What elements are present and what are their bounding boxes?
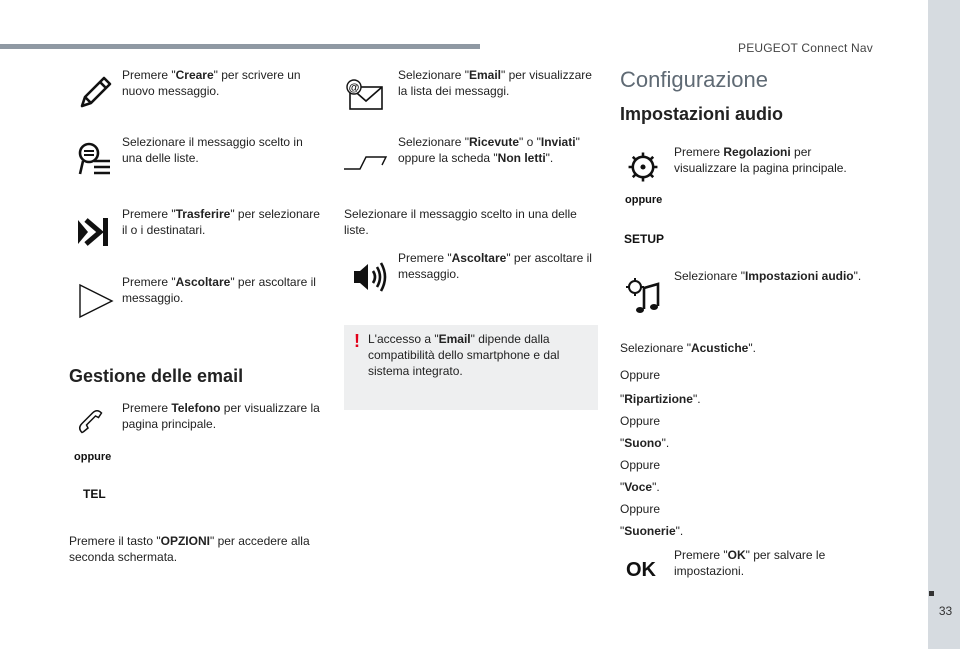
header-rule bbox=[0, 44, 480, 49]
tab-icon bbox=[342, 143, 390, 183]
phone-icon bbox=[76, 407, 106, 437]
audio-settings-item-text: Selezionare "Impostazioni audio". bbox=[674, 269, 862, 283]
listen-item-text: Premere "Ascoltare" per ascoltare il messaggio. bbox=[122, 275, 316, 305]
oppure-label-2: oppure bbox=[625, 194, 663, 206]
acoustics-text: Selezionare "Acustiche". bbox=[620, 341, 756, 355]
create-item-text: Premere "Creare" per scrivere un nuovo messaggio. bbox=[122, 68, 301, 98]
message-list-icon bbox=[74, 139, 114, 179]
phone-item-text: Premere Telefono per visualizzare la pagina principale. bbox=[122, 401, 320, 431]
ok-item-text: Premere "OK" per salvare le impostazioni. bbox=[674, 548, 826, 578]
email-heading: Gestione delle email bbox=[69, 366, 244, 386]
pencil-icon bbox=[76, 73, 116, 113]
warning-text: L'accesso a "Email" dipende dalla compatibilità dello smartphone e dal sistema integrato. bbox=[368, 332, 560, 378]
select-message-text-2: Selezionare il messaggio scelto in una delle liste. bbox=[344, 207, 577, 237]
ok-key-label: OK bbox=[626, 559, 656, 581]
option-item: "Suono". bbox=[620, 436, 670, 450]
listen-item-text-2: Premere "Ascoltare" per ascoltare il messaggio. bbox=[398, 251, 592, 281]
gear-icon bbox=[626, 150, 660, 184]
email-icon bbox=[344, 77, 384, 117]
forward-icon bbox=[74, 212, 114, 252]
option-item: "Ripartizione". bbox=[620, 392, 701, 406]
brand-header: PEUGEOT Connect Nav bbox=[738, 41, 873, 55]
audio-settings-heading: Impostazioni audio bbox=[620, 104, 784, 124]
option-or: Oppure bbox=[620, 414, 661, 428]
play-icon bbox=[76, 281, 116, 321]
option-or: Oppure bbox=[620, 458, 661, 472]
continue-marker bbox=[929, 591, 934, 596]
option-or: Oppure bbox=[620, 502, 661, 516]
settings-item-text: Premere Regolazioni per visualizzare la pagina principale. bbox=[674, 145, 847, 175]
email-item-text: Selezionare "Email" per visualizzare la lista dei messaggi. bbox=[398, 68, 592, 98]
option-item: "Suonerie". bbox=[620, 524, 684, 538]
options-text: Premere il tasto "OPZIONI" per accedere alla seconda schermata. bbox=[69, 534, 310, 564]
select-message-text: Selezionare il messaggio scelto in una delle liste. bbox=[122, 135, 303, 165]
option-item: "Voce". bbox=[620, 480, 660, 494]
page-side-tab bbox=[928, 0, 960, 649]
option-or: Oppure bbox=[620, 368, 661, 382]
oppure-label: oppure bbox=[74, 451, 112, 463]
svg-text:@: @ bbox=[348, 82, 360, 94]
forward-item-text: Premere "Trasferire" per selezionare il o i destinatari. bbox=[122, 207, 320, 237]
audio-settings-icon bbox=[624, 276, 664, 316]
warning-icon: ! bbox=[354, 331, 360, 351]
setup-key-label: SETUP bbox=[624, 232, 665, 246]
tel-key-label: TEL bbox=[83, 487, 106, 501]
tabs-item-text: Selezionare "Ricevute" o "Inviati" oppure la scheda "Non letti". bbox=[398, 135, 580, 165]
section-title: Configurazione bbox=[620, 67, 768, 92]
page-number: 33 bbox=[938, 604, 953, 618]
speaker-icon bbox=[350, 257, 390, 297]
